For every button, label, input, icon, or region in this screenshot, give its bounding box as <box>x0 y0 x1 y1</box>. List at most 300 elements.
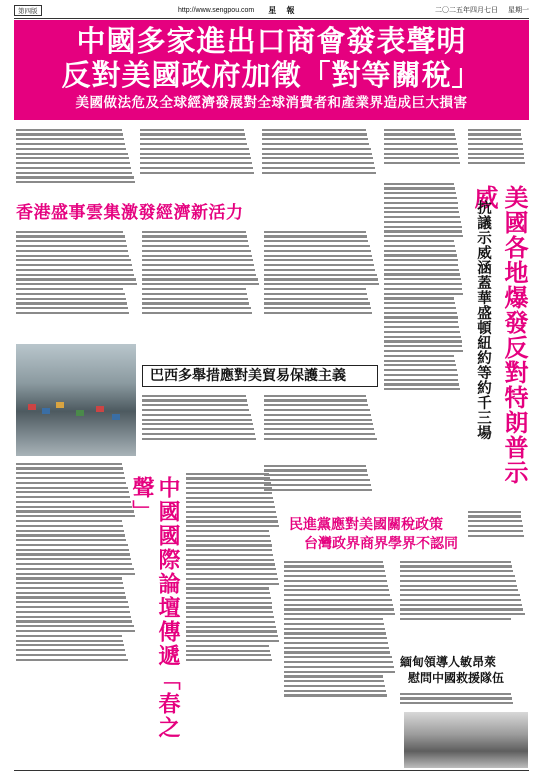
text-line <box>16 143 125 145</box>
text-line <box>284 666 394 668</box>
text-line <box>140 148 249 150</box>
text-line <box>264 245 370 247</box>
headline-dpp-line2: 台灣政界商界學界不認同 <box>304 536 458 552</box>
text-line <box>284 632 386 634</box>
text-line <box>384 138 456 140</box>
text-line <box>186 602 272 604</box>
text-line <box>264 250 371 252</box>
text-line <box>16 283 137 285</box>
text-line <box>16 577 122 579</box>
text-line <box>16 611 130 613</box>
text-line <box>16 659 128 661</box>
text-line <box>468 162 525 164</box>
text-line <box>16 553 130 555</box>
text-line <box>400 561 511 563</box>
text-line <box>384 293 463 295</box>
text-line <box>16 250 128 252</box>
text-line <box>142 293 247 295</box>
text-line <box>384 321 458 323</box>
text-line <box>284 671 395 673</box>
text-line <box>16 264 132 266</box>
text-line <box>384 383 459 385</box>
text-line <box>186 554 273 556</box>
text-line <box>186 611 273 613</box>
text-line <box>186 516 277 518</box>
text-line <box>186 473 269 475</box>
text-line <box>264 419 372 421</box>
text-line <box>16 302 127 304</box>
text-line <box>16 245 127 247</box>
text-line <box>16 620 132 622</box>
text-line <box>16 138 124 140</box>
text-line <box>16 176 134 178</box>
text-line <box>384 133 455 135</box>
text-line <box>142 423 253 425</box>
text-line <box>264 240 368 242</box>
headline-brazil: 巴西多舉措應對美貿易保護主義 <box>150 368 346 384</box>
text-line <box>140 172 254 174</box>
text-line <box>384 350 463 352</box>
article-text-block <box>16 460 136 765</box>
text-line <box>284 694 387 696</box>
headline-myanmar-line1: 緬甸領導人敏昂萊 <box>400 655 497 669</box>
text-line <box>384 374 458 376</box>
text-line <box>16 596 126 598</box>
text-line <box>264 438 377 440</box>
text-line <box>384 360 455 362</box>
text-line <box>468 129 521 131</box>
text-line <box>186 525 279 527</box>
text-line <box>384 226 462 228</box>
text-line <box>140 138 246 140</box>
text-line <box>142 235 247 237</box>
text-line <box>16 278 136 280</box>
text-line <box>16 582 123 584</box>
text-line <box>16 587 124 589</box>
text-line <box>16 563 132 565</box>
text-line <box>284 594 390 596</box>
website-url: http://www.sengpou.com <box>178 6 255 14</box>
text-line <box>384 211 459 213</box>
text-line <box>264 235 367 237</box>
text-line <box>16 649 125 651</box>
text-line <box>384 336 461 338</box>
text-line <box>468 515 521 517</box>
text-line <box>186 482 271 484</box>
text-line <box>264 259 373 261</box>
text-line <box>16 129 122 131</box>
text-line <box>16 544 128 546</box>
text-line <box>16 240 126 242</box>
article-text-block <box>468 508 528 550</box>
article-text-block <box>16 228 138 358</box>
masthead-rule <box>14 18 529 19</box>
text-line <box>16 506 132 508</box>
text-line <box>384 216 460 218</box>
text-line <box>284 647 389 649</box>
text-line <box>16 312 129 314</box>
text-line <box>384 183 454 185</box>
text-line <box>384 364 456 366</box>
text-line <box>186 492 272 494</box>
text-line <box>384 345 462 347</box>
text-line <box>142 274 256 276</box>
text-line <box>16 472 124 474</box>
text-line <box>384 388 460 390</box>
text-line <box>16 568 134 570</box>
text-line <box>264 302 370 304</box>
text-line <box>384 283 462 285</box>
port-container-photo <box>16 344 136 456</box>
text-line <box>16 133 123 135</box>
text-line <box>400 618 511 620</box>
text-line <box>16 235 125 237</box>
text-line <box>16 298 126 300</box>
text-line <box>264 399 367 401</box>
text-line <box>284 623 384 625</box>
headline-dpp-line1: 民進黨應對美國關稅政策 <box>289 517 443 533</box>
text-line <box>186 583 279 585</box>
text-line <box>186 520 278 522</box>
text-line <box>16 616 131 618</box>
text-line <box>384 157 459 159</box>
text-line <box>264 465 366 467</box>
article-text-block <box>384 126 464 178</box>
text-line <box>16 148 126 150</box>
text-line <box>262 148 371 150</box>
text-line <box>16 530 124 532</box>
text-line <box>16 231 123 233</box>
text-line <box>262 143 369 145</box>
text-line <box>264 469 367 471</box>
text-line <box>142 312 252 314</box>
text-line <box>16 288 123 290</box>
banner-headline-line2: 反對美國政府加徵「對等關稅」 <box>61 58 482 92</box>
text-line <box>264 474 368 476</box>
text-line <box>400 613 525 615</box>
text-line <box>16 274 134 276</box>
article-text-block <box>264 462 380 502</box>
text-line <box>264 283 379 285</box>
text-line <box>400 702 513 704</box>
text-line <box>400 604 522 606</box>
text-line <box>264 428 374 430</box>
article-text-block <box>140 126 258 200</box>
text-line <box>16 293 125 295</box>
text-line <box>16 307 128 309</box>
text-line <box>186 477 270 479</box>
text-line <box>186 497 273 499</box>
text-line <box>384 355 454 357</box>
text-line <box>384 250 456 252</box>
text-line <box>262 129 366 131</box>
text-line <box>264 414 371 416</box>
text-line <box>384 143 457 145</box>
text-line <box>264 489 372 491</box>
text-line <box>186 654 271 656</box>
text-line <box>186 540 271 542</box>
article-text-block <box>468 126 528 180</box>
text-line <box>186 535 270 537</box>
text-line <box>384 326 459 328</box>
headline-forum: 中國國際論壇傳遞「春之聲」 <box>129 476 180 740</box>
text-line <box>16 630 135 632</box>
text-line <box>400 570 513 572</box>
text-line <box>384 331 460 333</box>
text-line <box>142 264 254 266</box>
text-line <box>284 580 387 582</box>
text-line <box>142 428 254 430</box>
text-line <box>468 520 522 522</box>
text-line <box>384 340 462 342</box>
masthead <box>14 3 529 17</box>
text-line <box>142 269 255 271</box>
text-line <box>16 573 135 575</box>
text-line <box>16 487 128 489</box>
article-text-block <box>142 392 260 462</box>
text-line <box>384 369 457 371</box>
text-line <box>186 549 272 551</box>
text-line <box>384 312 457 314</box>
text-line <box>468 525 523 527</box>
text-line <box>186 587 269 589</box>
text-line <box>284 651 390 653</box>
text-line <box>284 613 395 615</box>
text-line <box>16 162 130 164</box>
text-line <box>140 133 245 135</box>
text-line <box>186 645 269 647</box>
text-line <box>142 395 246 397</box>
text-line <box>186 597 271 599</box>
text-line <box>140 129 244 131</box>
text-line <box>400 594 520 596</box>
text-line <box>284 675 383 677</box>
text-line <box>384 288 462 290</box>
text-line <box>264 433 375 435</box>
text-line <box>142 302 249 304</box>
text-line <box>16 510 134 512</box>
text-line <box>384 316 458 318</box>
text-line <box>468 143 523 145</box>
text-line <box>384 153 458 155</box>
text-line <box>142 433 255 435</box>
text-line <box>186 573 277 575</box>
text-line <box>142 414 251 416</box>
text-line <box>264 269 375 271</box>
text-line <box>284 656 392 658</box>
text-line <box>142 255 252 257</box>
text-line <box>142 283 259 285</box>
text-line <box>384 269 459 271</box>
text-line <box>468 148 523 150</box>
text-line <box>16 640 123 642</box>
text-line <box>384 264 458 266</box>
text-line <box>384 230 462 232</box>
text-line <box>284 585 388 587</box>
text-line <box>142 278 258 280</box>
text-line <box>384 235 463 237</box>
text-line <box>400 697 512 699</box>
text-line <box>468 138 522 140</box>
bottom-rule <box>14 770 529 771</box>
text-line <box>140 162 252 164</box>
text-line <box>16 654 126 656</box>
text-line <box>16 269 133 271</box>
text-line <box>262 157 373 159</box>
text-line <box>142 307 251 309</box>
text-line <box>16 625 134 627</box>
text-line <box>140 143 247 145</box>
headline-us-protest: 美國各地爆發反對特朗普示威 <box>470 185 528 485</box>
text-line <box>142 409 249 411</box>
text-line <box>16 259 131 261</box>
text-line <box>142 404 248 406</box>
text-line <box>16 644 124 646</box>
text-line <box>140 153 250 155</box>
text-line <box>16 501 131 503</box>
text-line <box>186 640 279 642</box>
text-line <box>16 534 125 536</box>
text-line <box>186 511 276 513</box>
text-line <box>264 395 366 397</box>
text-line <box>384 254 457 256</box>
text-line <box>468 511 521 513</box>
text-line <box>186 563 275 565</box>
text-line <box>262 162 374 164</box>
article-text-block <box>384 180 464 502</box>
paper-name: 星 報 <box>268 5 299 15</box>
text-line <box>16 592 125 594</box>
text-line <box>140 157 251 159</box>
text-line <box>142 231 246 233</box>
text-line <box>16 491 129 493</box>
text-line <box>16 255 129 257</box>
text-line <box>186 592 270 594</box>
text-line <box>284 661 393 663</box>
article-text-block <box>16 126 136 210</box>
text-line <box>384 245 455 247</box>
text-line <box>16 463 122 465</box>
text-line <box>16 515 135 517</box>
text-line <box>384 187 455 189</box>
text-line <box>284 561 383 563</box>
text-line <box>400 580 516 582</box>
article-text-block <box>264 392 380 462</box>
text-line <box>262 138 368 140</box>
banner-subtitle: 美國做法危及全球經濟發展對全球消費者和產業界造成巨大損害 <box>75 95 468 111</box>
headline-hk: 香港盛事雲集激發經濟新活力 <box>16 203 244 223</box>
banner-headline-line1: 中國多家進出口商會發表聲明 <box>76 24 467 58</box>
text-line <box>186 635 278 637</box>
text-line <box>284 685 385 687</box>
text-line <box>400 589 518 591</box>
text-line <box>264 298 368 300</box>
text-line <box>16 539 126 541</box>
text-line <box>142 240 248 242</box>
text-line <box>284 575 386 577</box>
article-text-block <box>284 558 396 766</box>
text-line <box>284 608 394 610</box>
text-line <box>186 578 278 580</box>
text-line <box>186 506 275 508</box>
text-line <box>264 404 368 406</box>
text-line <box>262 172 376 174</box>
text-line <box>262 133 367 135</box>
article-text-block <box>400 558 526 650</box>
text-line <box>186 544 272 546</box>
text-line <box>468 535 524 537</box>
text-line <box>16 477 125 479</box>
text-line <box>384 162 460 164</box>
text-line <box>142 245 249 247</box>
text-line <box>400 693 511 695</box>
text-line <box>468 530 523 532</box>
text-line <box>262 167 375 169</box>
text-line <box>16 601 128 603</box>
text-line <box>384 192 456 194</box>
text-line <box>140 167 253 169</box>
text-line <box>16 482 126 484</box>
text-line <box>384 197 457 199</box>
text-line <box>142 288 246 290</box>
article-text-block <box>264 228 380 358</box>
headline-myanmar-line2: 慰問中國救援隊伍 <box>408 671 505 685</box>
issue-date: 二〇二五年四月七日 <box>435 7 498 14</box>
text-line <box>468 157 524 159</box>
text-line <box>264 288 366 290</box>
text-line <box>384 297 454 299</box>
text-line <box>284 642 388 644</box>
text-line <box>186 630 277 632</box>
text-line <box>186 530 269 532</box>
text-line <box>384 259 458 261</box>
text-line <box>468 153 524 155</box>
text-line <box>142 438 256 440</box>
text-line <box>384 221 461 223</box>
text-line <box>384 273 460 275</box>
text-line <box>384 207 458 209</box>
text-line <box>142 399 247 401</box>
subheadline-us-protest: 抗議示威涵蓋華盛頓紐約等約千三場 <box>475 200 491 440</box>
text-line <box>284 565 384 567</box>
text-line <box>284 628 385 630</box>
text-line <box>264 264 374 266</box>
text-line <box>16 153 128 155</box>
text-line <box>186 650 270 652</box>
text-line <box>142 259 253 261</box>
text-line <box>264 307 371 309</box>
text-line <box>16 157 129 159</box>
text-line <box>186 559 274 561</box>
text-line <box>400 585 517 587</box>
text-line <box>284 637 387 639</box>
article-text-block <box>262 126 380 200</box>
text-line <box>400 565 512 567</box>
text-line <box>384 202 458 204</box>
text-line <box>186 568 276 570</box>
text-line <box>186 621 275 623</box>
text-line <box>16 167 131 169</box>
text-line <box>264 278 378 280</box>
text-line <box>384 302 455 304</box>
text-line <box>16 496 130 498</box>
text-line <box>186 616 274 618</box>
text-line <box>186 501 274 503</box>
text-line <box>264 479 370 481</box>
text-line <box>16 467 123 469</box>
text-line <box>264 231 366 233</box>
text-line <box>264 409 370 411</box>
